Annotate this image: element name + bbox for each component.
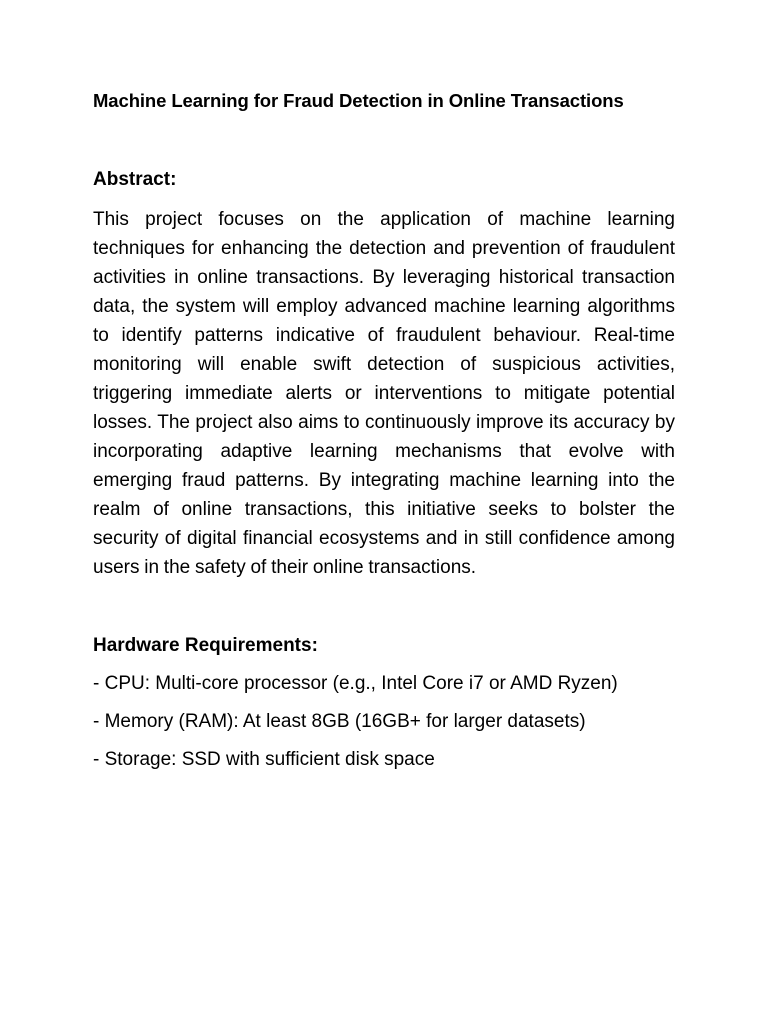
document-title: Machine Learning for Fraud Detection in Online Transactions <box>93 90 624 111</box>
requirement-memory: - Memory (RAM): At least 8GB (16GB+ for larger datasets) <box>93 711 586 732</box>
requirement-cpu: - CPU: Multi-core processor (e.g., Intel Core i7 or AMD Ryzen) <box>93 673 618 694</box>
abstract-heading: Abstract: <box>93 169 177 190</box>
document-content <box>93 88 675 773</box>
hardware-requirements-heading: Hardware Requirements: <box>93 635 318 656</box>
requirement-storage: - Storage: SSD with sufficient disk space <box>93 749 435 770</box>
abstract-body: This project focuses on the application of machine learning techniques for enhancing the detection and prevention of fraudulent activities in online transactions. By leveraging historical transaction data, the system will employ advanced machine learning algorithms to identify patterns indicative of fraudulent behaviour. Real-time monitoring will enable swift detection of suspicious activities, triggering immediate alerts or interventions to mitigate potential losses. The project also aims to continuously improve its accuracy by incorporating adaptive learning mechanisms that evolve with emerging fraud patterns. By integrating machine learning into the realm of online transactions, this initiative seeks to bolster the security of digital financial ecosystems and in still confidence among users in the safety of their online transactions. <box>93 209 675 578</box>
hardware-requirements-list <box>93 671 675 773</box>
